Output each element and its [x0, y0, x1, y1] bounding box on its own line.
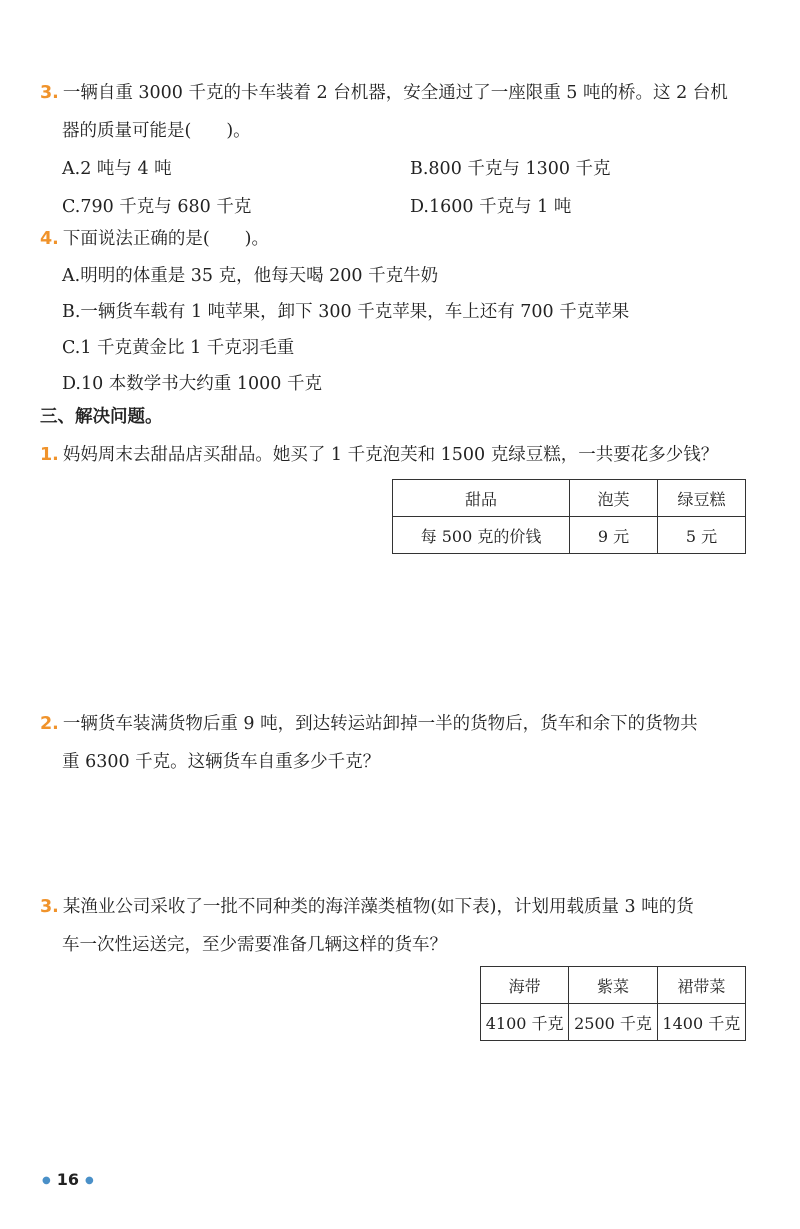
problem-3-stem-line2: 车一次性运送完，至少需要准备几辆这样的货车？ — [62, 935, 447, 955]
problem-2-stem-line2: 重 6300 千克。这辆货车自重多少千克？ — [62, 752, 381, 772]
option-b[interactable]: B.一辆货车载有 1 吨苹果，卸下 300 千克苹果，车上还有 700 千克苹果 — [62, 302, 630, 322]
question-number: 3. — [40, 897, 59, 917]
question-4 — [40, 220, 752, 402]
question-number: 1. — [40, 445, 59, 465]
question-3-stem-line1: 3. 一辆自重 3000 千克的卡车装着 2 台机器，安全通过了一座限重 5 吨的桥。这 2 台机 — [40, 83, 728, 103]
problem-1 — [40, 436, 752, 474]
table-header-row — [393, 480, 746, 517]
question-4-stem: 4. 下面说法正确的是( )。 — [40, 229, 269, 249]
option-c[interactable]: C.790 千克与 680 千克 — [62, 197, 252, 217]
table-cell: 2500 千克 — [569, 1004, 657, 1041]
table-header-cell: 绿豆糕 — [657, 480, 745, 517]
bullet-dot-icon: ● — [85, 1175, 94, 1186]
table-cell: 1400 千克 — [657, 1004, 745, 1041]
page-footer — [36, 1170, 100, 1189]
question-number: 2. — [40, 714, 59, 734]
table-header-row — [481, 967, 746, 1004]
table-cell: 每 500 克的价钱 — [393, 517, 570, 554]
seaweed-table — [480, 966, 746, 1041]
option-d[interactable]: D.1600 千克与 1 吨 — [410, 197, 572, 217]
table-header-cell: 紫菜 — [569, 967, 657, 1004]
table-header-cell: 海带 — [481, 967, 569, 1004]
question-3-stem-line2: 器的质量可能是( )。 — [62, 121, 251, 141]
bullet-dot-icon: ● — [42, 1175, 51, 1186]
table-row — [481, 1004, 746, 1041]
table-header-cell: 甜品 — [393, 480, 570, 517]
option-c[interactable]: C.1 千克黄金比 1 千克羽毛重 — [62, 338, 295, 358]
table-header-cell: 泡芙 — [569, 480, 657, 517]
table-row — [393, 517, 746, 554]
problem-3 — [40, 888, 752, 964]
option-a[interactable]: A.2 吨与 4 吨 — [62, 159, 172, 179]
table-header-cell: 裙带菜 — [657, 967, 745, 1004]
problem-2 — [40, 705, 752, 781]
question-number: 3. — [40, 83, 59, 103]
option-a[interactable]: A.明明的体重是 35 克，他每天喝 200 千克牛奶 — [62, 266, 439, 286]
option-b[interactable]: B.800 千克与 1300 千克 — [410, 159, 611, 179]
question-3-top — [40, 74, 752, 226]
problem-1-stem: 1. 妈妈周末去甜品店买甜品。她买了 1 千克泡芙和 1500 克绿豆糕，一共要花多少钱？ — [40, 445, 719, 465]
problem-2-stem-line1: 2. 一辆货车装满货物后重 9 吨，到达转运站卸掉一半的货物后，货车和余下的货物共 — [40, 714, 698, 734]
table-cell: 5 元 — [657, 517, 745, 554]
section-title: 三、解决问题。 — [40, 407, 163, 427]
page-number: 16 — [56, 1170, 79, 1189]
option-d[interactable]: D.10 本数学书大约重 1000 千克 — [62, 374, 322, 394]
price-table — [392, 479, 746, 554]
table-cell: 9 元 — [569, 517, 657, 554]
table-cell: 4100 千克 — [481, 1004, 569, 1041]
problem-3-stem-line1: 3. 某渔业公司采收了一批不同种类的海洋藻类植物(如下表)，计划用载质量 3 吨的货 — [40, 897, 694, 917]
question-number: 4. — [40, 229, 59, 249]
options-row-1 — [40, 150, 752, 188]
